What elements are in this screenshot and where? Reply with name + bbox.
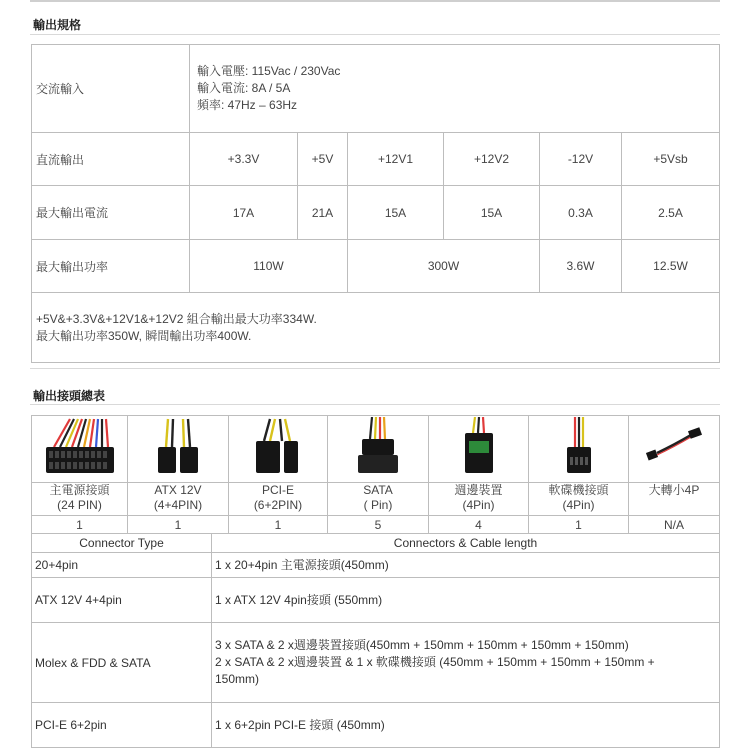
input-frequency: 頻率: 47Hz – 63Hz <box>197 98 298 112</box>
connector-image-cell <box>328 416 429 483</box>
connector-count: 1 <box>32 516 128 534</box>
output-spec-table <box>31 44 720 363</box>
cable-row <box>32 703 720 748</box>
connector-count: 5 <box>328 516 429 534</box>
ac-input-label: 交流輸入 <box>32 45 190 133</box>
connector-type-header: Connector Type <box>32 534 212 553</box>
section-divider <box>30 368 720 369</box>
connector-label-name: 週邊裝置 <box>454 483 503 497</box>
pcie-connector-icon <box>248 417 308 477</box>
cable-length <box>212 703 720 748</box>
connector-count: 1 <box>128 516 229 534</box>
connector-label-name: 大轉小4P <box>648 483 700 497</box>
power-12v: 300W <box>348 240 540 293</box>
connector-type: ATX 12V 4+4pin <box>32 578 212 623</box>
current-neg12v: 0.3A <box>540 186 622 240</box>
ac-input-values <box>190 45 720 133</box>
connector-label-pin: ( Pin) <box>363 498 393 512</box>
connector-label-name: 主電源接頭 <box>49 483 110 497</box>
connector-label-pin: (4Pin) <box>562 498 595 512</box>
molex-connector-icon <box>449 417 509 477</box>
connector-label-row <box>32 483 720 516</box>
power-3v3-5v: 110W <box>190 240 348 293</box>
cable-length-line: 1 x 20+4pin 主電源接頭(450mm) <box>215 557 389 572</box>
connector-image-cell <box>429 416 529 483</box>
connector-label-pin: (4+4PIN) <box>153 498 203 512</box>
connector-summary-title: 輸出接頭總表 <box>33 389 106 403</box>
atx-24pin-connector-icon <box>40 417 120 477</box>
current-12v2: 15A <box>444 186 540 240</box>
rail-3v3: +3.3V <box>190 133 298 186</box>
connector-image-cell <box>629 416 720 483</box>
connector-label-pin: (6+2PIN) <box>253 498 303 512</box>
cable-length-line: 150mm) <box>215 672 260 686</box>
rail-5vsb: +5Vsb <box>622 133 720 186</box>
connector-label <box>32 483 128 516</box>
connector-label-name: 軟碟機接頭 <box>548 483 609 497</box>
connector-label <box>229 483 328 516</box>
rail-12v1: +12V1 <box>348 133 444 186</box>
max-power-label: 最大輸出功率 <box>32 240 190 293</box>
connector-label-name: PCI-E <box>261 483 294 497</box>
cable-row <box>32 553 720 578</box>
connector-label <box>429 483 529 516</box>
connector-image-row <box>32 416 720 483</box>
max-current-row <box>32 186 720 240</box>
sata-connector-icon <box>348 417 408 477</box>
connector-image-cell <box>529 416 629 483</box>
cable-length-line: 1 x ATX 12V 4pin接頭 (550mm) <box>215 592 383 607</box>
connector-label-pin: (24 PIN) <box>57 498 102 512</box>
cable-row <box>32 578 720 623</box>
atx-12v-connector-icon <box>148 417 208 477</box>
notes <box>32 293 720 363</box>
dc-output-row <box>32 133 720 186</box>
cable-length-table <box>31 533 720 748</box>
cable-header-row <box>32 534 720 553</box>
cable-length-line: 3 x SATA & 2 x週邊裝置接頭(450mm + 150mm + 150mm + 150mm + 150mm) <box>215 638 629 652</box>
output-spec-title: 輸出規格 <box>33 18 82 32</box>
current-5v: 21A <box>298 186 348 240</box>
section-divider <box>30 404 720 405</box>
cable-length-line: 2 x SATA & 2 x週邊裝置 & 1 x 軟碟機接頭 (450mm + 150mm + 150mm + 150mm + <box>215 655 655 669</box>
input-voltage: 輸入電壓: 115Vac / 230Vac <box>197 64 341 78</box>
connector-table <box>31 415 720 534</box>
connector-label <box>328 483 429 516</box>
rail-5v: +5V <box>298 133 348 186</box>
connector-label <box>529 483 629 516</box>
cable-row <box>32 623 720 703</box>
connector-count: N/A <box>629 516 720 534</box>
rail-12v2: +12V2 <box>444 133 540 186</box>
cable-length <box>212 623 720 703</box>
rail-neg12v: -12V <box>540 133 622 186</box>
connector-image-cell <box>128 416 229 483</box>
connector-count: 1 <box>529 516 629 534</box>
connector-label <box>629 483 720 516</box>
connector-label-pin: (4Pin) <box>462 498 495 512</box>
dc-output-label: 直流輸出 <box>32 133 190 186</box>
connector-count-row <box>32 516 720 534</box>
cable-length <box>212 553 720 578</box>
section-divider <box>30 34 720 35</box>
connector-count: 4 <box>429 516 529 534</box>
power-5vsb: 12.5W <box>622 240 720 293</box>
connector-count: 1 <box>229 516 328 534</box>
connector-type: Molex & FDD & SATA <box>32 623 212 703</box>
current-12v1: 15A <box>348 186 444 240</box>
connector-type: PCI-E 6+2pin <box>32 703 212 748</box>
notes-row <box>32 293 720 363</box>
combined-power-note: +5V&+3.3V&+12V1&+12V2 組合輸出最大功率334W. <box>36 311 317 326</box>
connector-image-cell <box>32 416 128 483</box>
cable-length <box>212 578 720 623</box>
max-power-row <box>32 240 720 293</box>
current-5vsb: 2.5A <box>622 186 720 240</box>
cable-length-header: Connectors & Cable length <box>212 534 720 553</box>
input-current: 輸入電流: 8A / 5A <box>197 81 291 95</box>
connector-image-cell <box>229 416 328 483</box>
cable-length-line: 1 x 6+2pin PCI-E 接頭 (450mm) <box>215 717 385 732</box>
floppy-connector-icon <box>549 417 609 477</box>
connector-label-name: ATX 12V <box>154 483 202 497</box>
connector-label-name: SATA <box>363 483 393 497</box>
max-power-note: 最大輸出功率350W, 瞬間輸出功率400W. <box>36 328 252 343</box>
current-3v3: 17A <box>190 186 298 240</box>
max-current-label: 最大輸出電流 <box>32 186 190 240</box>
adapter-cable-icon <box>639 417 709 477</box>
connector-type: 20+4pin <box>32 553 212 578</box>
ac-input-row <box>32 45 720 133</box>
connector-label <box>128 483 229 516</box>
power-neg12v: 3.6W <box>540 240 622 293</box>
top-divider <box>30 0 720 2</box>
